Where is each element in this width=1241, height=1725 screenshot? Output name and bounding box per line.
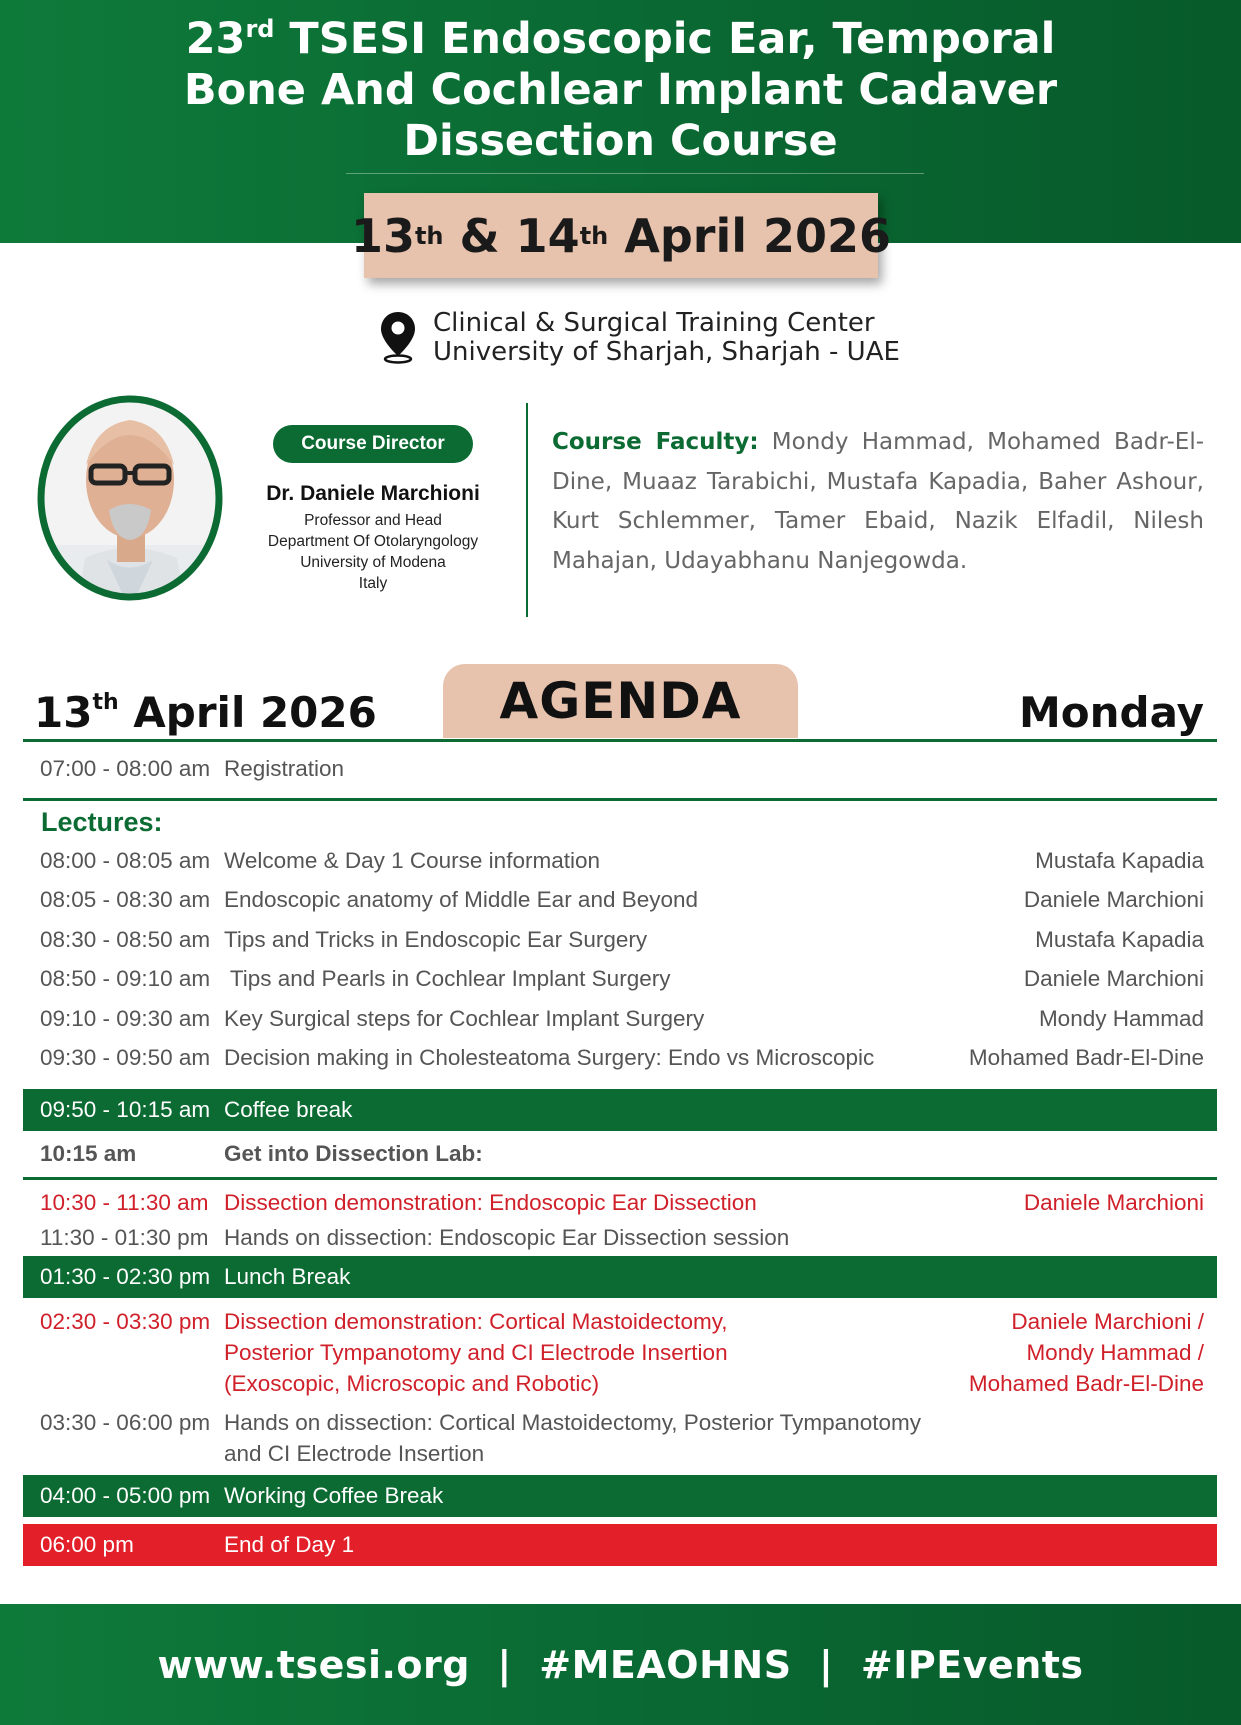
- vertical-divider: [526, 403, 528, 617]
- venue-line-1: Clinical & Surgical Training Center: [433, 308, 875, 338]
- lectures-heading: Lectures:: [41, 807, 163, 837]
- footer-banner: [0, 1604, 1241, 1725]
- faculty-label: Course Faculty:: [552, 429, 759, 455]
- day-date: 13th April 2026: [34, 688, 377, 737]
- registration-divider: [23, 798, 1217, 801]
- end-of-day-bar: 06:00 pm End of Day 1: [23, 1524, 1217, 1566]
- director-affiliation: Professor and Head Department Of Otolaryngology University of Modena Italy: [267, 512, 479, 592]
- working-coffee-bar: 04:00 - 05:00 pm Working Coffee Break: [23, 1475, 1217, 1517]
- course-director-badge: Course Director: [273, 425, 473, 463]
- hands-on-row: 03:30 - 06:00 pm Hands on dissection: Cortical Mastoidectomy, Posterior Tympanotomy and CI Electrode Insertion: [40, 1410, 921, 1466]
- course-dates: 13 th & 14 th April 2026: [364, 193, 878, 278]
- venue-line-2: University of Sharjah, Sharjah - UAE: [433, 337, 900, 367]
- lunch-break-bar: 01:30 - 02:30 pm Lunch Break: [23, 1256, 1217, 1298]
- course-title: 23rd TSESI Endoscopic Ear, Temporal Bone And Cochlear Implant Cadaver Dissection Course: [183, 14, 1058, 166]
- day-weekday: Monday: [1018, 688, 1204, 737]
- agenda-divider: [23, 739, 1217, 742]
- director-name: Dr. Daniele Marchioni: [266, 482, 480, 505]
- lab-divider: [23, 1177, 1217, 1180]
- demo-row: 02:30 - 03:30 pm Dissection demonstration: Cortical Mastoidectomy, Posterior Tympanotomy and CI Electrode Insertion (Exoscopic, Microscopic and Robotic) Daniele Marchioni / Mondy Hammad / Mohamed Badr-El-Dine: [40, 1309, 1204, 1396]
- director-portrait: [37, 370, 223, 610]
- agenda-heading: AGENDA: [443, 664, 798, 738]
- faculty-names: Mondy Hammad, Mohamed Badr-El-Dine, Muaaz Tarabichi, Mustafa Kapadia, Baher Ashour, Kurt Schlemmer, Tamer Ebaid, Nazik Elfadil, Nilesh Mahajan, Udayabhanu Nanjegowda.: [552, 429, 1205, 574]
- location-pin-icon: [378, 310, 418, 364]
- coffee-break-bar: 09:50 - 10:15 am Coffee break: [23, 1089, 1217, 1131]
- venue-address: [433, 309, 900, 367]
- course-faculty: [552, 423, 1204, 581]
- title-divider: [346, 173, 924, 174]
- footer-links: www.tsesi.org | #MEAOHNS | #IPEvents: [157, 1642, 1084, 1687]
